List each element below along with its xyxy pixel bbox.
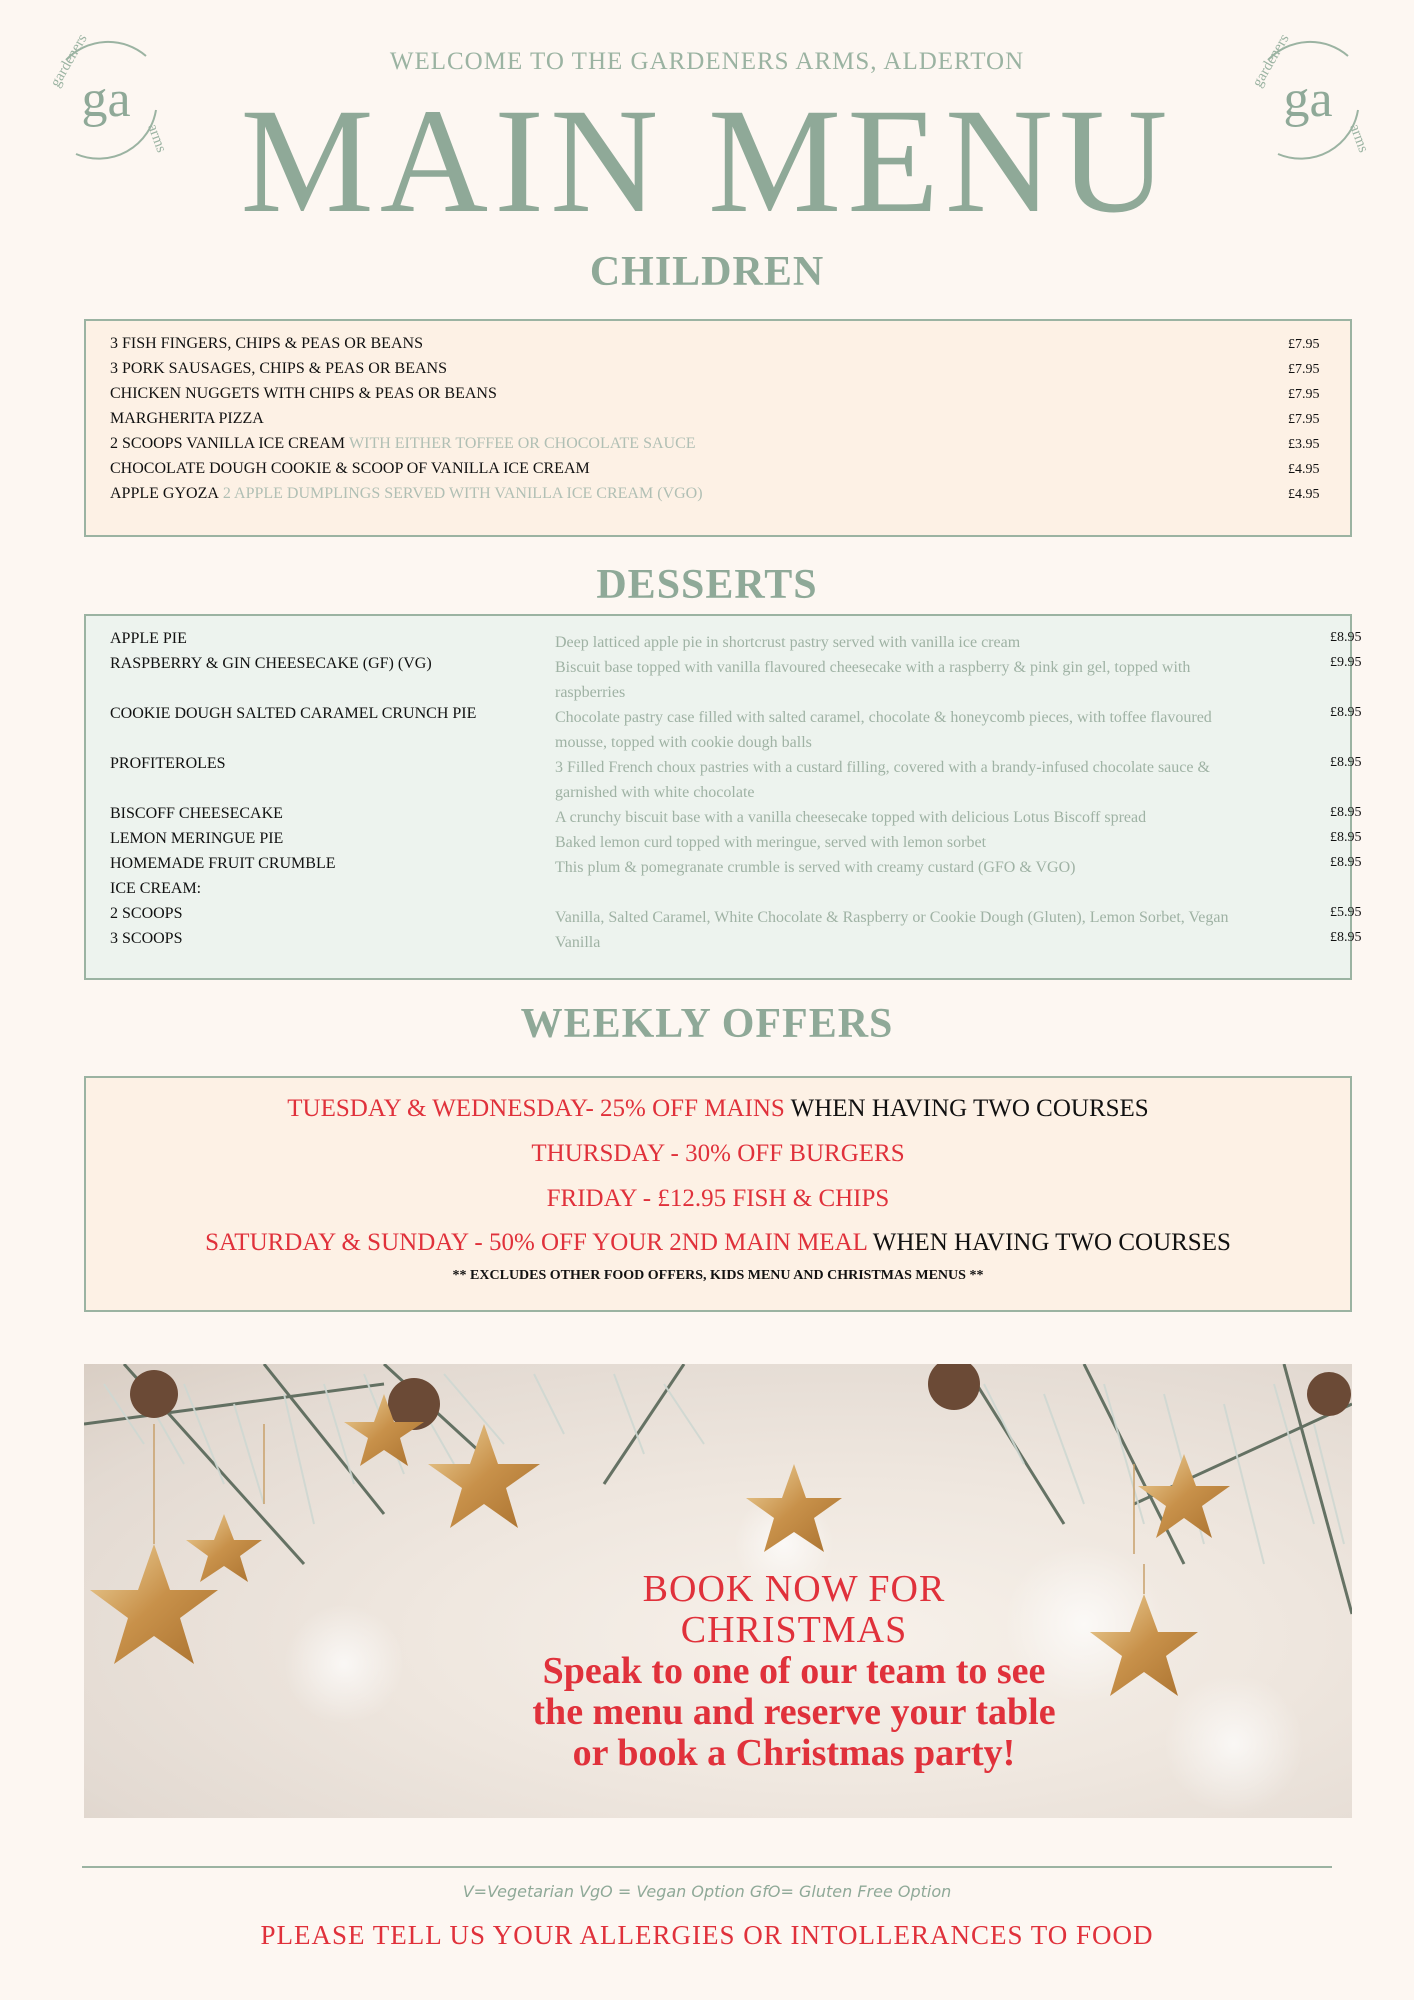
item-name: 2 SCOOPS VANILLA ICE CREAM WITH EITHER TOFFEE OR CHOCOLATE SAUCE <box>110 435 696 452</box>
item-price: £7.95 <box>1288 412 1320 427</box>
offer-line <box>86 1140 1350 1168</box>
item-description: Deep latticed apple pie in shortcrust pastry served with vanilla ice cream <box>555 634 1021 651</box>
children-menu-item <box>110 385 1330 410</box>
item-price: £8.95 <box>1330 830 1362 845</box>
offer-highlight: THURSDAY - 30% OFF BURGERS <box>531 1140 905 1167</box>
item-price: £7.95 <box>1288 362 1320 377</box>
item-name: HOMEMADE FRUIT CRUMBLE <box>110 855 336 872</box>
logo-top-text: gardeners <box>47 31 91 90</box>
item-name: MARGHERITA PIZZA <box>110 410 264 427</box>
children-menu-item <box>110 335 1330 360</box>
item-name: BISCOFF CHEESECAKE <box>110 805 283 822</box>
item-price: £8.95 <box>1330 930 1362 945</box>
christmas-sub-line: or book a Christmas party! <box>572 1732 1016 1774</box>
item-name: 3 FISH FINGERS, CHIPS & PEAS OR BEANS <box>110 335 423 352</box>
item-price: £7.95 <box>1288 387 1320 402</box>
christmas-heading-line: CHRISTMAS <box>680 1609 908 1651</box>
children-menu-item <box>110 410 1330 435</box>
logo-bottom-text: arms <box>144 121 170 155</box>
item-description: Chocolate pastry case filled with salted caramel, chocolate & honeycomb pieces, with toffee flavoured mousse, topped with cookie dough balls <box>555 709 1212 751</box>
item-name: RASPBERRY & GIN CHEESECAKE (GF) (VG) <box>110 655 432 672</box>
logo-mark: ga <box>81 71 131 128</box>
item-description: This plum & pomegranate crumble is served with creamy custard (GFO & VGO) <box>555 859 1076 876</box>
weekly-offers-box <box>84 1076 1352 1312</box>
offer-highlight: SATURDAY & SUNDAY - 50% OFF YOUR 2ND MAIN MEAL <box>205 1229 867 1256</box>
children-menu-item <box>110 360 1330 385</box>
logo-mark: ga <box>1283 71 1333 128</box>
offers-note: ** EXCLUDES OTHER FOOD OFFERS, KIDS MENU AND CHRISTMAS MENUS ** <box>452 1268 984 1283</box>
christmas-message <box>384 1569 1204 1774</box>
logo-top-text: gardeners <box>1249 31 1293 90</box>
item-price: £8.95 <box>1330 855 1362 870</box>
offer-condition: WHEN HAVING TWO COURSES <box>866 1229 1231 1256</box>
item-price: £4.95 <box>1288 487 1320 502</box>
item-price: £4.95 <box>1288 462 1320 477</box>
item-description: A crunchy biscuit base with a vanilla cheesecake topped with delicious Lotus Biscoff spread <box>555 809 1147 826</box>
allergy-notice: PLEASE TELL US YOUR ALLERGIES OR INTOLLERANCES TO FOOD <box>260 1920 1154 1950</box>
logo-bottom-text: arms <box>1346 121 1372 155</box>
children-menu-box <box>84 319 1352 537</box>
item-price: £5.95 <box>1330 905 1362 920</box>
children-menu-item <box>110 485 1330 510</box>
welcome-text: WELCOME TO THE GARDENERS ARMS, ALDERTON <box>389 48 1025 75</box>
offer-line <box>86 1185 1350 1213</box>
item-name: CHOCOLATE DOUGH COOKIE & SCOOP OF VANILLA ICE CREAM <box>110 460 590 477</box>
desserts-title: DESSERTS <box>596 562 818 608</box>
children-menu-item <box>110 460 1330 485</box>
item-description: Baked lemon curd topped with meringue, served with lemon sorbet <box>555 834 987 851</box>
christmas-banner <box>84 1364 1352 1818</box>
item-description: Vanilla, Salted Caramel, White Chocolate & Raspberry or Cookie Dough (Gluten), Lemon Sorbet, Vegan Vanilla <box>555 909 1229 951</box>
item-price: £8.95 <box>1330 805 1362 820</box>
item-name: ICE CREAM: <box>110 880 202 897</box>
item-name: PROFITEROLES <box>110 755 226 772</box>
item-name: 3 PORK SAUSAGES, CHIPS & PEAS OR BEANS <box>110 360 447 377</box>
item-price: £9.95 <box>1330 655 1362 670</box>
item-price: £8.95 <box>1330 705 1362 720</box>
item-description: WITH EITHER TOFFEE OR CHOCOLATE SAUCE <box>349 435 696 452</box>
christmas-sub-line: the menu and reserve your table <box>532 1691 1056 1733</box>
item-price: £8.95 <box>1330 755 1362 770</box>
item-description: 2 APPLE DUMPLINGS SERVED WITH VANILLA ICE CREAM (VGO) <box>222 485 703 502</box>
item-price: £7.95 <box>1288 337 1320 352</box>
item-price: £3.95 <box>1288 437 1320 452</box>
item-price: £8.95 <box>1330 630 1362 645</box>
offer-line <box>86 1229 1350 1257</box>
item-name: APPLE PIE <box>110 630 187 647</box>
children-menu-item <box>110 435 1330 460</box>
item-description: Biscuit base topped with vanilla flavoured cheesecake with a raspberry & pink gin gel, topped with raspberries <box>555 659 1191 701</box>
children-title: CHILDREN <box>589 249 825 295</box>
offer-highlight: FRIDAY - £12.95 FISH & CHIPS <box>546 1185 890 1212</box>
item-description: 3 Filled French choux pastries with a custard filling, covered with a brandy-infused chocolate sauce & garnished with white chocolate <box>555 759 1210 801</box>
dietary-legend: V=Vegetarian VgO = Vegan Option GfO= Gluten Free Option <box>462 1882 952 1901</box>
desserts-menu-box <box>84 614 1362 980</box>
footer-divider <box>82 1866 1332 1868</box>
item-name: APPLE GYOZA 2 APPLE DUMPLINGS SERVED WITH VANILLA ICE CREAM (VGO) <box>110 485 703 502</box>
weekly-offers-title: WEEKLY OFFERS <box>520 1001 894 1047</box>
offer-condition: WHEN HAVING TWO COURSES <box>784 1095 1149 1122</box>
item-name: CHICKEN NUGGETS WITH CHIPS & PEAS OR BEANS <box>110 385 497 402</box>
offer-highlight: TUESDAY & WEDNESDAY- 25% OFF MAINS <box>287 1095 785 1122</box>
offer-line <box>86 1095 1350 1123</box>
page-title: MAIN MENU <box>240 78 1174 244</box>
item-name: 3 SCOOPS <box>110 930 183 947</box>
christmas-heading-line: BOOK NOW FOR <box>642 1568 946 1610</box>
item-name: COOKIE DOUGH SALTED CARAMEL CRUNCH PIE <box>110 705 477 722</box>
christmas-sub-line: Speak to one of our team to see <box>542 1650 1046 1692</box>
item-name: LEMON MERINGUE PIE <box>110 830 284 847</box>
item-name: 2 SCOOPS <box>110 905 183 922</box>
